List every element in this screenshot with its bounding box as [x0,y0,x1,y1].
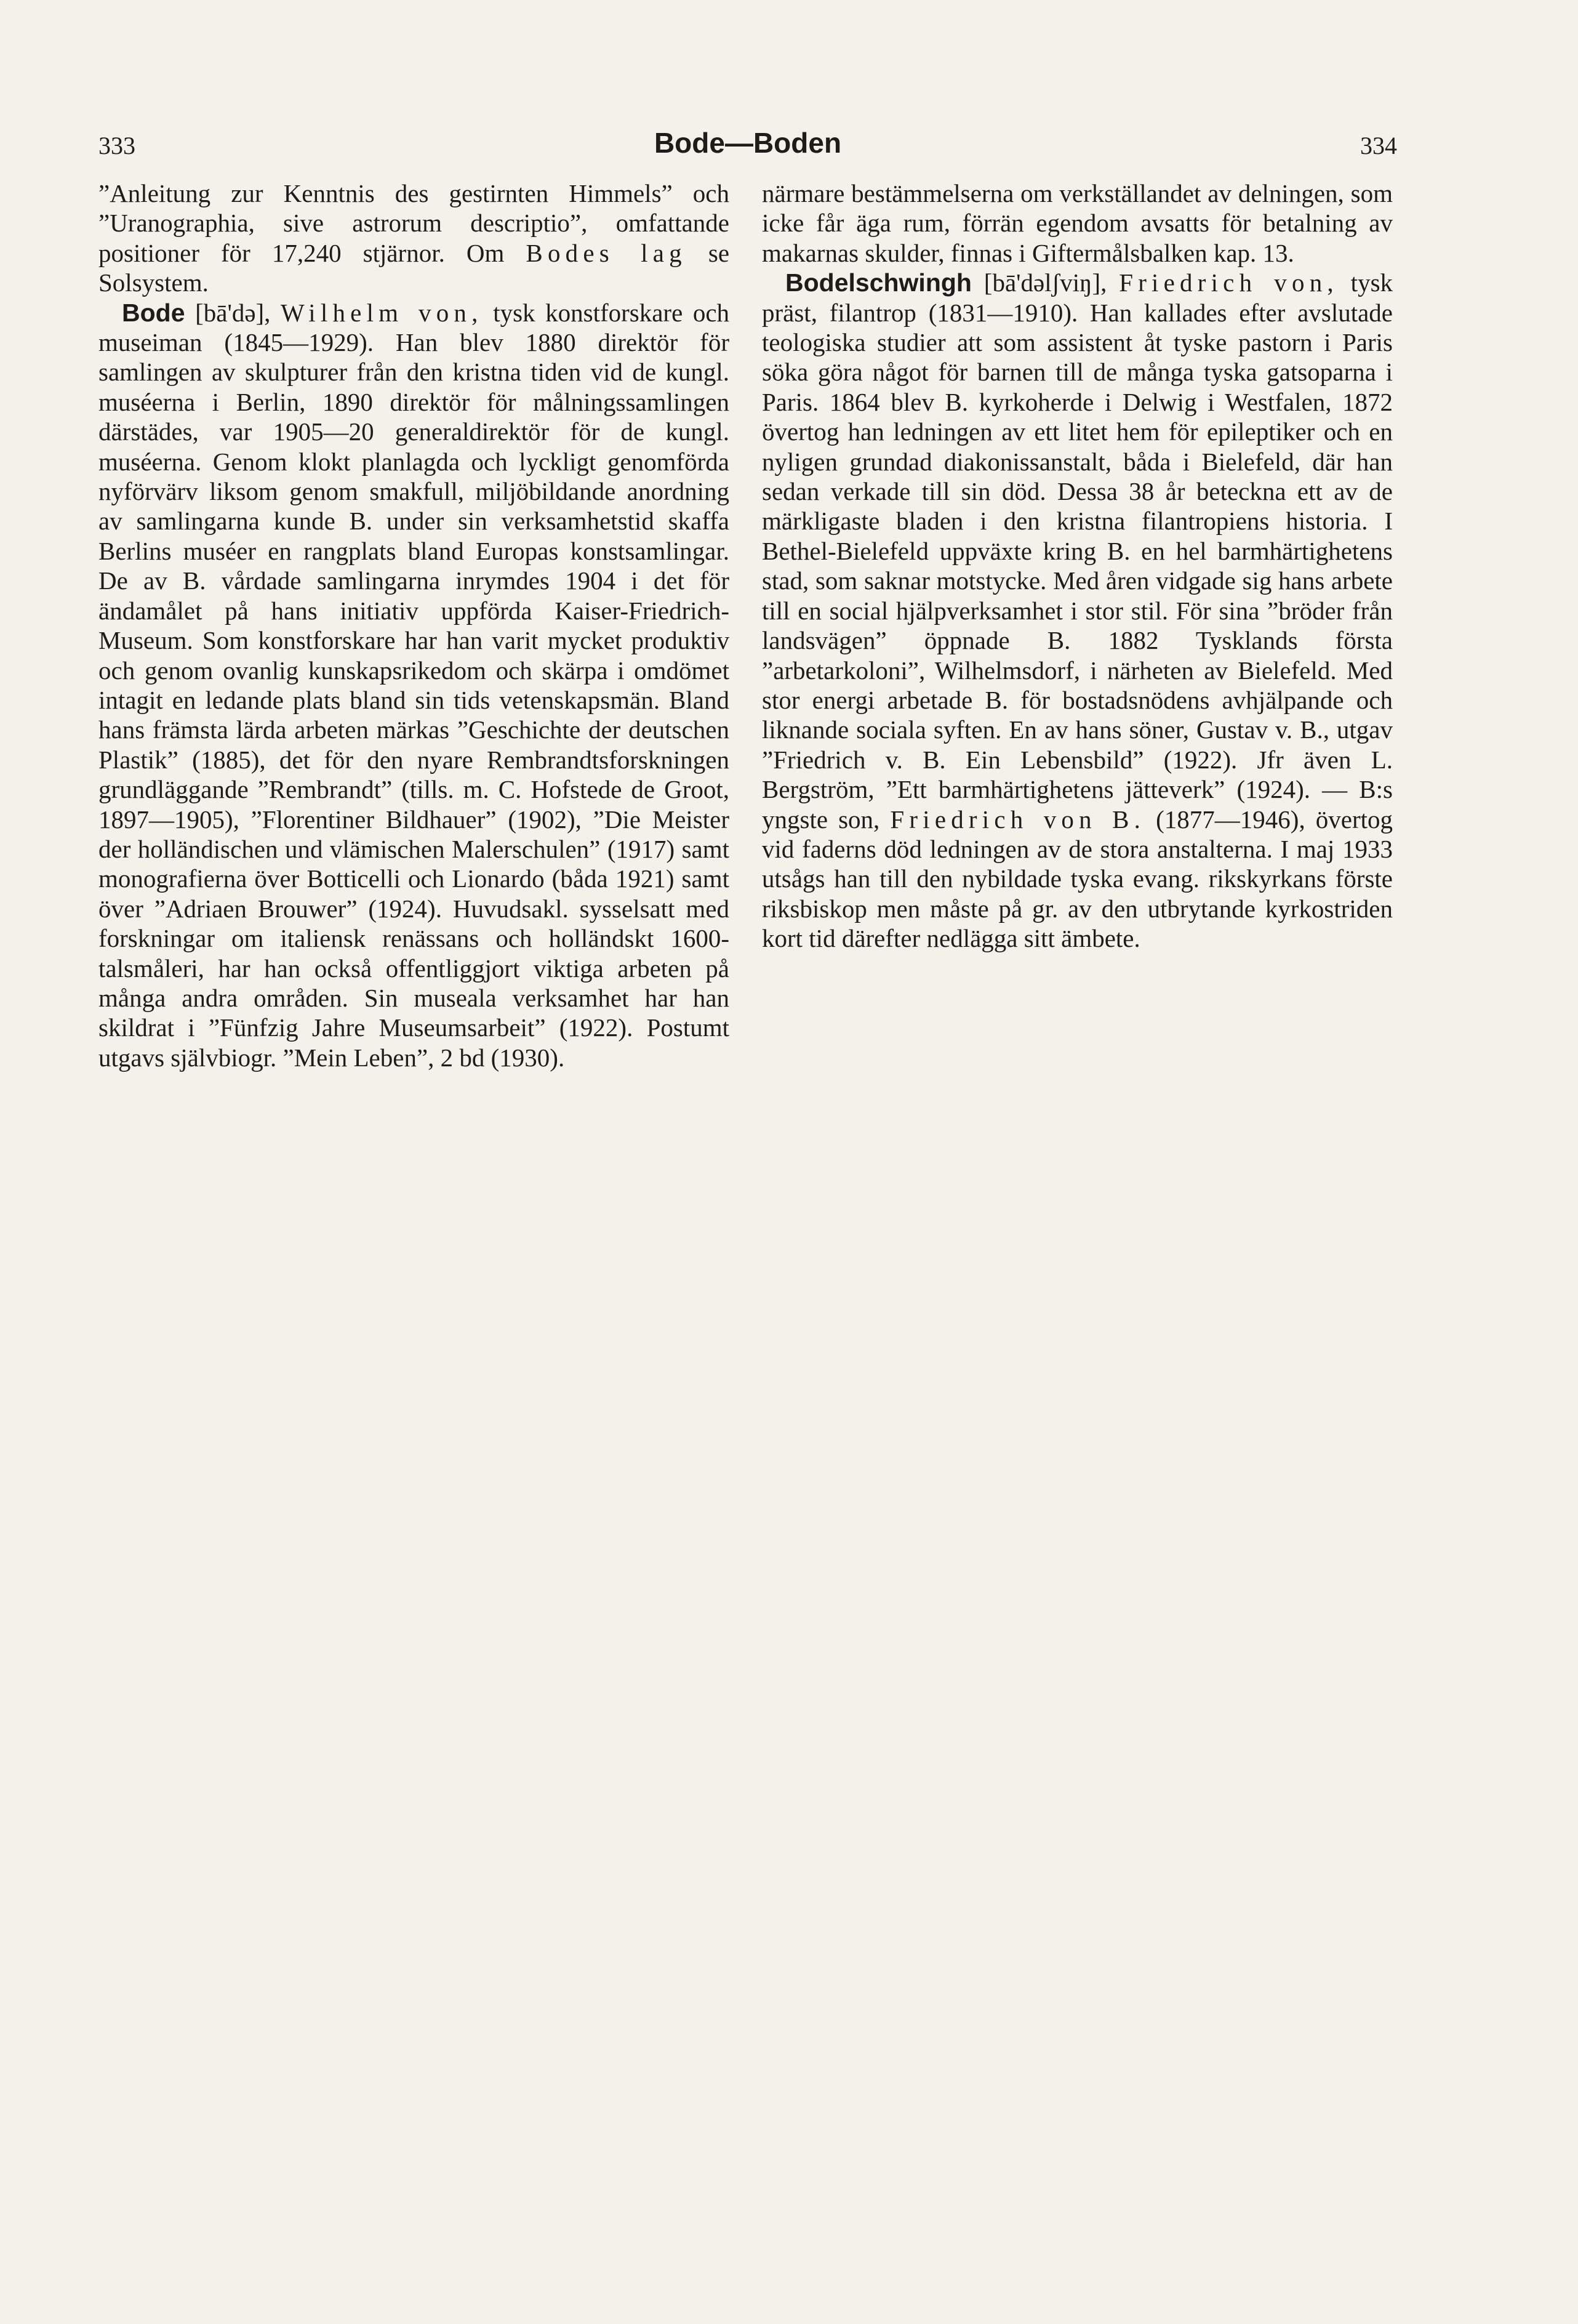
entry-continuation-right: närmare bestämmelserna om verkställandet av delningen, som icke får äga rum, förrän egendom avsatts för betalning av makarnas skulder, finnas i Giftermålsbalken kap. 13. [762,179,1393,267]
right-column [762,179,1393,2167]
headword-bode: Bode [122,298,185,327]
headword-bodelschwingh: Bodelschwingh [785,268,972,297]
page-header [98,126,1397,169]
entry-continuation: ”Anleitung zur Kenntnis des gestirnten Himmels” och ”Uranographia, sive astrorum descriptio”, omfattande positioner för 17,240 stjärnor. Om Bodes lag se Solsystem. [98,179,729,297]
running-title: Bode—Boden [654,127,842,159]
page-number-right: 334 [1360,132,1397,159]
entry-bode: Bode [bā'də], Wilhelm von, tysk konstforskare och museiman (1845—1929). Han blev 1880 direktör för samlingen av skulpturer från den kristna tiden vid de kungl. muséerna i Berlin, 1890 direktör för målningssamlingen därstädes, var 1905—20 generaldirektör för de kungl. muséerna. Genom klokt planlagda och lyckligt genomförda nyförvärv liksom genom smakfull, miljöbildande anordning av samlingarna kunde B. under sin verksamhetstid skaffa Berlins muséer en rangplats bland Europas konstsamlingar. De av B. vårdade samlingarna inrymdes 1904 i det för ändamålet på hans initiativ uppförda Kaiser-Friedrich-Museum. Som konstforskare har han varit mycket produktiv och genom ovanlig kunskapsrikedom och skärpa i omdömet intagit en ledande plats bland sin tids vetenskapsmän. Bland hans främsta lärda arbeten märkas ”Geschichte der deutschen Plastik” (1885), det för den nyare Rembrandtsforskningen grundläggande ”Rembrandt” (tills. m. C. Hofstede de Groot, 1897—1905), ”Florentiner Bildhauer” (1902), ”Die Meister der holländischen und vlämischen Malerschulen” (1917) samt monografierna över Botticelli och Lionardo (båda 1921) samt över ”Adriaen Brouwer” (1924). Huvudsakl. sysselsatt med forskningar om italiensk renässans och holländskt 1600-talsmåleri, har han också offentliggjort viktiga arbeten på många andra områden. Sin museala verksamhet har han skildrat i ”Fünfzig Jahre Museumsarbeit” (1922). Postumt utgavs självbiogr. ”Mein Leben”, 2 bd (1930). [98,298,729,1072]
left-column [98,179,729,2167]
page-number-left: 333 [98,132,135,159]
entry-bodelschwingh: Bodelschwingh [bā'dəlʃviŋ], Friedrich von, tysk präst, filantrop (1831—1910). Han kallades efter avslutade teologiska studier att som assistent åt tyske pastorn i Paris söka göra något för barnen till de många tyska gatsoparna i Paris. 1864 blev B. kyrkoherde i Delwig i Westfalen, 1872 övertog han ledningen av ett litet hem för epileptiker och en nyligen grundad diakonissanstalt, båda i Bielefeld, där han sedan verkade till sin död. Dessa 38 år beteckna ett av de märkligaste bladen i den kristna filantropiens historia. I Bethel-Bielefeld uppväxte kring B. en hel barmhärtighetens stad, som saknar motstycke. Med åren vidgade sig hans arbete till en social hjälpverksamhet i stor stil. För sina ”bröder från landsvägen” öppnade B. 1882 Tysklands första ”arbetarkoloni”, Wilhelmsdorf, i närheten av Bielefeld. Med stor energi arbetade B. för bostadsnödens avhjälpande och liknande sociala syften. En av hans söner, Gustav v. B., utgav ”Friedrich v. B. Ein Lebensbild” (1922). Jfr även L. Bergström, ”Ett barmhärtighetens jätteverk” (1924). — B:s yngste son, Friedrich von B. (1877—1946), övertog vid faderns död ledningen av de stora anstalterna. I maj 1933 utsågs han till den nybildade tyska evang. rikskyrkans förste riksbiskop men måste på gr. av den utbrytande kyrkostriden kort tid därefter nedlägga sitt ämbete. [762,268,1393,953]
